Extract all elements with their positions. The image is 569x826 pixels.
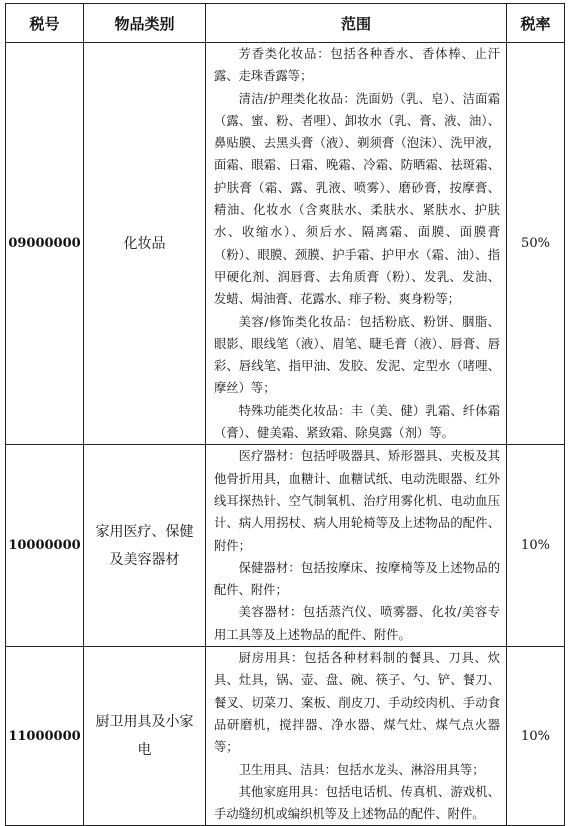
table-header-row <box>6 4 565 43</box>
tax-rate: 50% <box>507 43 565 445</box>
item-range <box>206 445 507 647</box>
tax-code: 09000000 <box>6 43 84 445</box>
range-paragraph: 其他家庭用具：包括电话机、传真机、游戏机、手动缝纫机或编织机等及上述物品的配件、附件。 <box>214 784 500 822</box>
range-paragraph: 芳香类化妆品：包括各种香水、香体棒、止汗露、走珠香露等； <box>214 47 500 84</box>
range-paragraph: 医疗器材：包括呼吸器具、矫形器具、夹板及其他骨折用具，血糖计、血糖试纸、电动洗眼器、红外线耳探热针、空气制氧机、治疗用雾化机、电动血压计、病人用拐杖、病人用轮椅等及上述物品的配件、附件； <box>214 449 500 553</box>
range-paragraph: 美容器材：包括蒸汽仪、喷雾器、化妆/美容专用工具等及上述物品的配件、附件。 <box>214 605 500 642</box>
range-paragraph: 厨房用具：包括各种材料制的餐具、刀具、炊具、灶具，锅、壶、盘、碗、筷子、勺、铲、餐刀、餐叉、切菜刀、案板、削皮刀、手动绞肉机、手动食品研磨机，搅拌器、净水器、煤气灶、煤气点火器等； <box>214 651 500 755</box>
table-row <box>6 43 565 445</box>
header-rate: 税率 <box>507 4 565 43</box>
range-paragraph: 清洁/护理类化妆品：洗面奶（乳、皂）、洁面霜（露、蜜、粉、者哩）、卸妆水（乳、膏、液、油）、鼻贴膜、去黑头膏（液）、剃须膏（泡沫）、洗甲液，面霜、眼霜、日霜、晚霜、冷霜、防晒霜、祛斑霜、护肤膏（霜、露、乳液、喷雾）、磨砂膏，按摩膏、精油、化妆水（含爽肤水、柔肤水、紧肤水、护肤水、收缩水）、须后水、隔离霜、面膜、面膜膏（粉）、眼膜、颈膜、护手霜、护甲水（霜、油）、指甲硬化剂、润唇膏、去角质膏（粉）、发乳、发油、发蜡、焗油膏、花露水、痱子粉、爽身粉等； <box>214 91 500 307</box>
tax-rate: 10% <box>507 445 565 647</box>
range-paragraph: 保健器材：包括按摩床、按摩椅等及上述物品的配件、附件； <box>214 560 500 598</box>
header-range: 范围 <box>206 4 507 43</box>
tax-code: 10000000 <box>6 445 84 647</box>
tax-code: 11000000 <box>6 647 84 826</box>
range-paragraph: 美容/修饰类化妆品：包括粉底、粉饼、胭脂、眼影、眼线笔（液）、眉笔、睫毛膏（液）、唇膏、唇彩、唇线笔、指甲油、发胶、发泥、定型水（啫哩、摩丝）等； <box>214 314 500 396</box>
item-category: 化妆品 <box>84 43 206 445</box>
tax-rate: 10% <box>507 647 565 826</box>
header-category: 物品类别 <box>84 4 206 43</box>
range-paragraph: 特殊功能类化妆品：丰（美、健）乳霜、纤体霜（膏）、健美霜、紧致霜、除臭露（剂）等。 <box>214 403 500 441</box>
header-code: 税号 <box>6 4 84 43</box>
item-range <box>206 43 507 445</box>
item-category: 家用医疗、保健及美容器材 <box>84 445 206 647</box>
tariff-table <box>5 3 565 826</box>
range-paragraph: 卫生用具、洁具：包括水龙头、淋浴用具等； <box>238 762 485 777</box>
item-range <box>206 647 507 826</box>
table-row <box>6 445 565 647</box>
table-row <box>6 647 565 826</box>
item-category: 厨卫用具及小家电 <box>84 647 206 826</box>
